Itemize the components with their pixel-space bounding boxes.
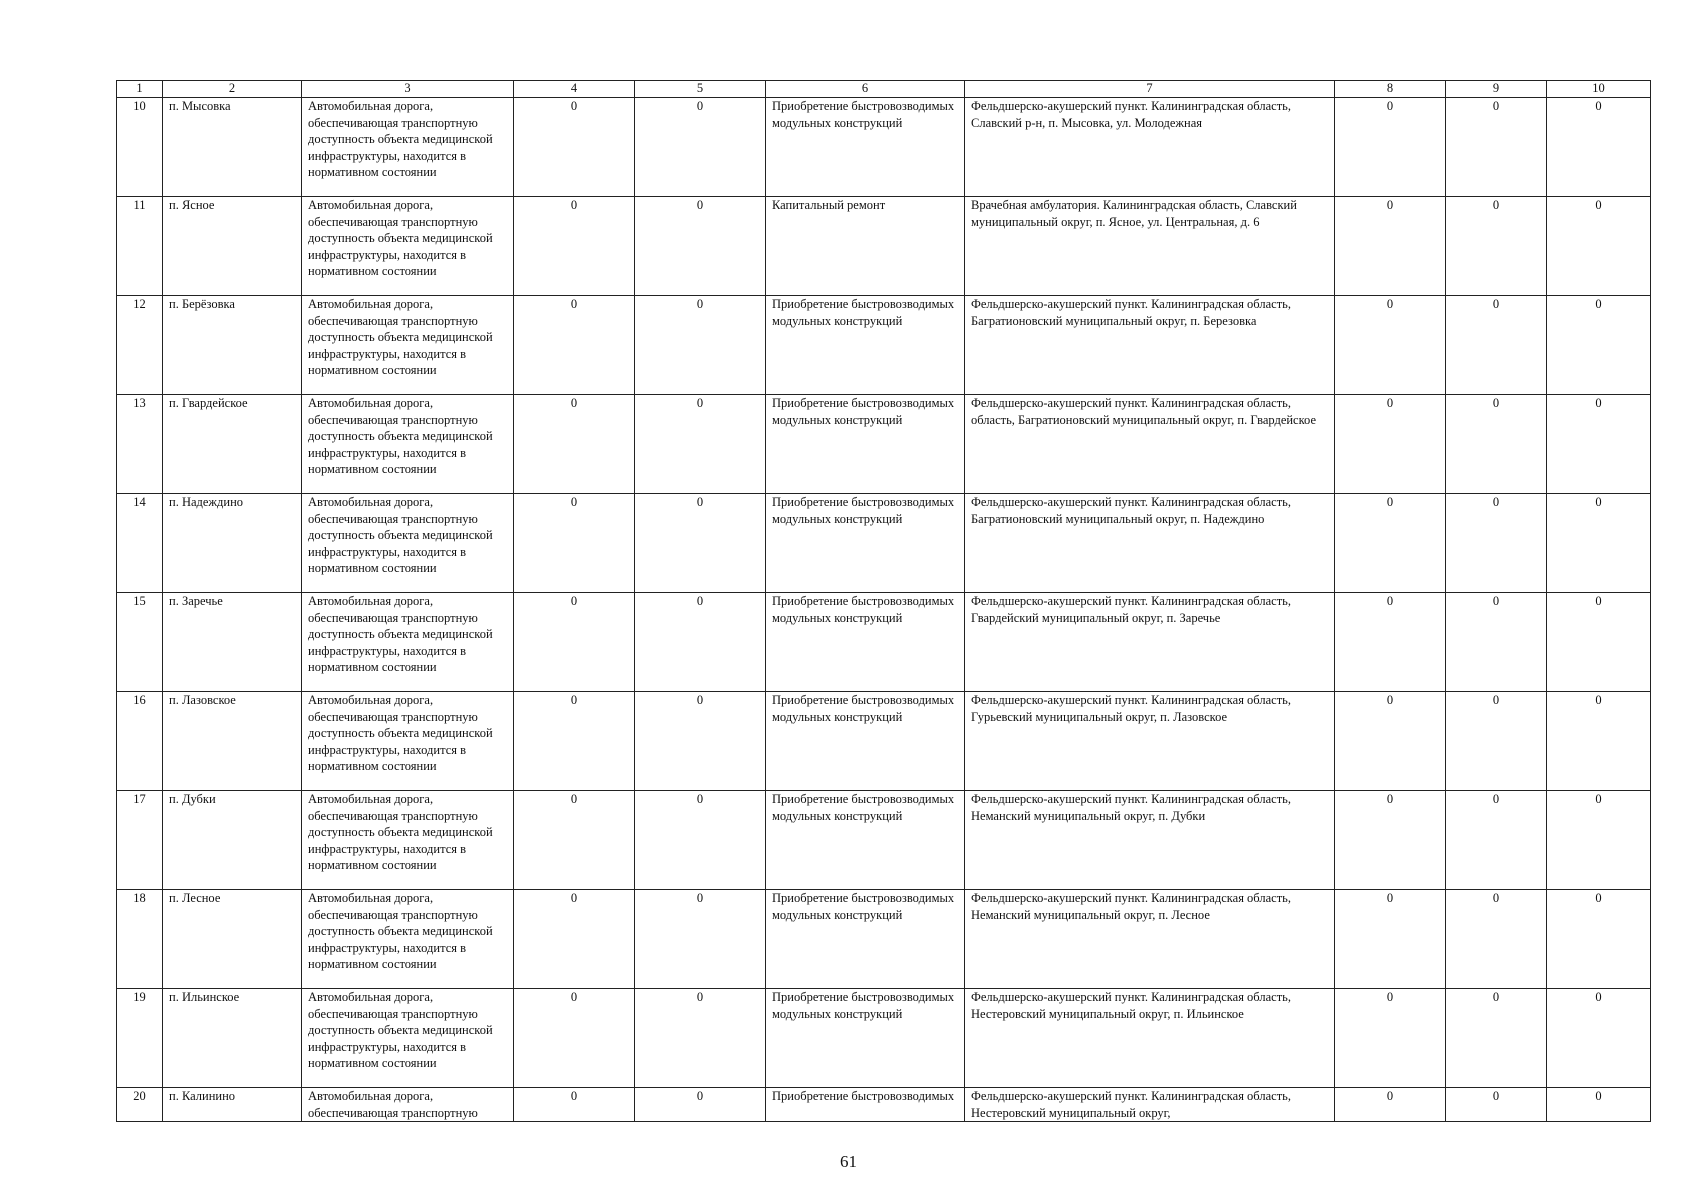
facility-cell: Фельдшерско-акушерский пункт. Калининградская область, область, Багратионовский муниципальный округ, п. Гвардейское: [965, 395, 1335, 494]
road-status-cell: Автомобильная дорога, обеспечивающая транспортную доступность объекта медицинской инфраструктуры, находится в нормативном состоянии: [302, 395, 514, 494]
value-cell: 0: [1335, 98, 1446, 197]
value-cell: 0: [1446, 791, 1547, 890]
road-status-cell: Автомобильная дорога, обеспечивающая транспортную доступность объекта медицинской инфраструктуры, находится в нормативном состоянии: [302, 593, 514, 692]
value-cell: 0: [514, 395, 635, 494]
value-cell: 0: [1547, 791, 1651, 890]
road-status-cell: Автомобильная дорога, обеспечивающая транспортную доступность объекта медицинской инфраструктуры, находится в нормативном состоянии: [302, 890, 514, 989]
value-cell: 0: [1335, 197, 1446, 296]
value-cell: 0: [1335, 791, 1446, 890]
value-cell: 0: [635, 98, 766, 197]
value-cell: 0: [514, 197, 635, 296]
value-cell: 0: [1446, 296, 1547, 395]
settlement-cell: п. Заречье: [163, 593, 302, 692]
value-cell: 0: [514, 989, 635, 1088]
header-cell: 2: [163, 81, 302, 98]
facility-cell: Фельдшерско-акушерский пункт. Калининградская область, Неманский муниципальный округ, п. Лесное: [965, 890, 1335, 989]
value-cell: 0: [1547, 890, 1651, 989]
value-cell: 0: [514, 98, 635, 197]
value-cell: 0: [1547, 395, 1651, 494]
road-status-cell: Автомобильная дорога, обеспечивающая транспортную доступность объекта медицинской инфраструктуры, находится в нормативном состоянии: [302, 989, 514, 1088]
value-cell: 0: [1547, 197, 1651, 296]
value-cell: 0: [1446, 890, 1547, 989]
action-cell: Приобретение быстровозводимых модульных конструкций: [766, 296, 965, 395]
value-cell: 0: [1335, 989, 1446, 1088]
action-cell: Приобретение быстровозводимых модульных конструкций: [766, 98, 965, 197]
value-cell: 0: [635, 791, 766, 890]
settlement-cell: п. Надеждино: [163, 494, 302, 593]
facility-cell: Фельдшерско-акушерский пункт. Калининградская область, Багратионовский муниципальный округ, п. Надеждино: [965, 494, 1335, 593]
road-status-cell: Автомобильная дорога, обеспечивающая транспортную: [302, 1088, 514, 1122]
row-number-cell: 16: [117, 692, 163, 791]
action-cell: Приобретение быстровозводимых модульных конструкций: [766, 692, 965, 791]
value-cell: 0: [1547, 494, 1651, 593]
facility-cell: Фельдшерско-акушерский пункт. Калининградская область, Гвардейский муниципальный округ, п. Заречье: [965, 593, 1335, 692]
header-cell: 3: [302, 81, 514, 98]
value-cell: 0: [514, 890, 635, 989]
facility-cell: Фельдшерско-акушерский пункт. Калининградская область, Гурьевский муниципальный округ, п. Лазовское: [965, 692, 1335, 791]
data-table: [116, 80, 1651, 1122]
value-cell: 0: [1335, 692, 1446, 791]
table-row: [117, 395, 1651, 494]
action-cell: Приобретение быстровозводимых модульных конструкций: [766, 791, 965, 890]
row-number-cell: 11: [117, 197, 163, 296]
settlement-cell: п. Лазовское: [163, 692, 302, 791]
value-cell: 0: [1446, 197, 1547, 296]
header-row: [117, 81, 1651, 98]
table-row: [117, 98, 1651, 197]
facility-cell: Фельдшерско-акушерский пункт. Калининградская область, Нестеровский муниципальный округ,: [965, 1088, 1335, 1122]
table-row: [117, 197, 1651, 296]
value-cell: 0: [1547, 593, 1651, 692]
value-cell: 0: [1335, 1088, 1446, 1122]
action-cell: Приобретение быстровозводимых модульных конструкций: [766, 890, 965, 989]
value-cell: 0: [1335, 296, 1446, 395]
row-number-cell: 14: [117, 494, 163, 593]
value-cell: 0: [1547, 98, 1651, 197]
row-number-cell: 10: [117, 98, 163, 197]
facility-cell: Фельдшерско-акушерский пункт. Калининградская область, Нестеровский муниципальный округ, п. Ильинское: [965, 989, 1335, 1088]
facility-cell: Фельдшерско-акушерский пункт. Калининградская область, Славский р-н, п. Мысовка, ул. Молодежная: [965, 98, 1335, 197]
header-cell: 5: [635, 81, 766, 98]
value-cell: 0: [1547, 989, 1651, 1088]
value-cell: 0: [635, 197, 766, 296]
value-cell: 0: [1335, 395, 1446, 494]
value-cell: 0: [514, 494, 635, 593]
row-number-cell: 15: [117, 593, 163, 692]
value-cell: 0: [1547, 296, 1651, 395]
table-row: [117, 296, 1651, 395]
road-status-cell: Автомобильная дорога, обеспечивающая транспортную доступность объекта медицинской инфраструктуры, находится в нормативном состоянии: [302, 98, 514, 197]
row-number-cell: 18: [117, 890, 163, 989]
value-cell: 0: [635, 1088, 766, 1122]
value-cell: 0: [1446, 692, 1547, 791]
settlement-cell: п. Ильинское: [163, 989, 302, 1088]
value-cell: 0: [1446, 1088, 1547, 1122]
table-row: [117, 989, 1651, 1088]
settlement-cell: п. Ясное: [163, 197, 302, 296]
value-cell: 0: [1335, 593, 1446, 692]
row-number-cell: 12: [117, 296, 163, 395]
header-cell: 8: [1335, 81, 1446, 98]
road-status-cell: Автомобильная дорога, обеспечивающая транспортную доступность объекта медицинской инфраструктуры, находится в нормативном состоянии: [302, 494, 514, 593]
header-cell: 9: [1446, 81, 1547, 98]
value-cell: 0: [514, 593, 635, 692]
value-cell: 0: [1335, 890, 1446, 989]
header-cell: 4: [514, 81, 635, 98]
table-row: [117, 791, 1651, 890]
page-number: 61: [840, 1152, 857, 1171]
header-cell: 6: [766, 81, 965, 98]
header-cell: 7: [965, 81, 1335, 98]
value-cell: 0: [635, 593, 766, 692]
facility-cell: Фельдшерско-акушерский пункт. Калининградская область, Багратионовский муниципальный округ, п. Березовка: [965, 296, 1335, 395]
settlement-cell: п. Берёзовка: [163, 296, 302, 395]
value-cell: 0: [514, 296, 635, 395]
row-number-cell: 19: [117, 989, 163, 1088]
table-body: [117, 98, 1651, 1122]
table-row: [117, 593, 1651, 692]
action-cell: Приобретение быстровозводимых модульных конструкций: [766, 494, 965, 593]
value-cell: 0: [635, 296, 766, 395]
road-status-cell: Автомобильная дорога, обеспечивающая транспортную доступность объекта медицинской инфраструктуры, находится в нормативном состоянии: [302, 791, 514, 890]
settlement-cell: п. Калинино: [163, 1088, 302, 1122]
facility-cell: Врачебная амбулатория. Калининградская область, Славский муниципальный округ, п. Ясное, ул. Центральная, д. 6: [965, 197, 1335, 296]
road-status-cell: Автомобильная дорога, обеспечивающая транспортную доступность объекта медицинской инфраструктуры, находится в нормативном состоянии: [302, 692, 514, 791]
table-row: [117, 890, 1651, 989]
row-number-cell: 20: [117, 1088, 163, 1122]
value-cell: 0: [1446, 494, 1547, 593]
value-cell: 0: [1446, 395, 1547, 494]
value-cell: 0: [635, 890, 766, 989]
value-cell: 0: [1335, 494, 1446, 593]
action-cell: Приобретение быстровозводимых модульных конструкций: [766, 395, 965, 494]
row-number-cell: 13: [117, 395, 163, 494]
action-cell: Капитальный ремонт: [766, 197, 965, 296]
action-cell: Приобретение быстровозводимых модульных конструкций: [766, 989, 965, 1088]
value-cell: 0: [635, 395, 766, 494]
value-cell: 0: [1547, 692, 1651, 791]
road-status-cell: Автомобильная дорога, обеспечивающая транспортную доступность объекта медицинской инфраструктуры, находится в нормативном состоянии: [302, 296, 514, 395]
value-cell: 0: [514, 692, 635, 791]
table-row: [117, 1088, 1651, 1122]
road-status-cell: Автомобильная дорога, обеспечивающая транспортную доступность объекта медицинской инфраструктуры, находится в нормативном состоянии: [302, 197, 514, 296]
value-cell: 0: [514, 1088, 635, 1122]
value-cell: 0: [635, 692, 766, 791]
row-number-cell: 17: [117, 791, 163, 890]
settlement-cell: п. Дубки: [163, 791, 302, 890]
settlement-cell: п. Лесное: [163, 890, 302, 989]
settlement-cell: п. Мысовка: [163, 98, 302, 197]
value-cell: 0: [514, 791, 635, 890]
action-cell: Приобретение быстровозводимых: [766, 1088, 965, 1122]
action-cell: Приобретение быстровозводимых модульных конструкций: [766, 593, 965, 692]
value-cell: 0: [1446, 593, 1547, 692]
settlement-cell: п. Гвардейское: [163, 395, 302, 494]
value-cell: 0: [635, 494, 766, 593]
value-cell: 0: [1446, 98, 1547, 197]
facility-cell: Фельдшерско-акушерский пункт. Калининградская область, Неманский муниципальный округ, п. Дубки: [965, 791, 1335, 890]
table-row: [117, 692, 1651, 791]
header-cell: 1: [117, 81, 163, 98]
value-cell: 0: [1446, 989, 1547, 1088]
table-row: [117, 494, 1651, 593]
value-cell: 0: [1547, 1088, 1651, 1122]
header-cell: 10: [1547, 81, 1651, 98]
value-cell: 0: [635, 989, 766, 1088]
